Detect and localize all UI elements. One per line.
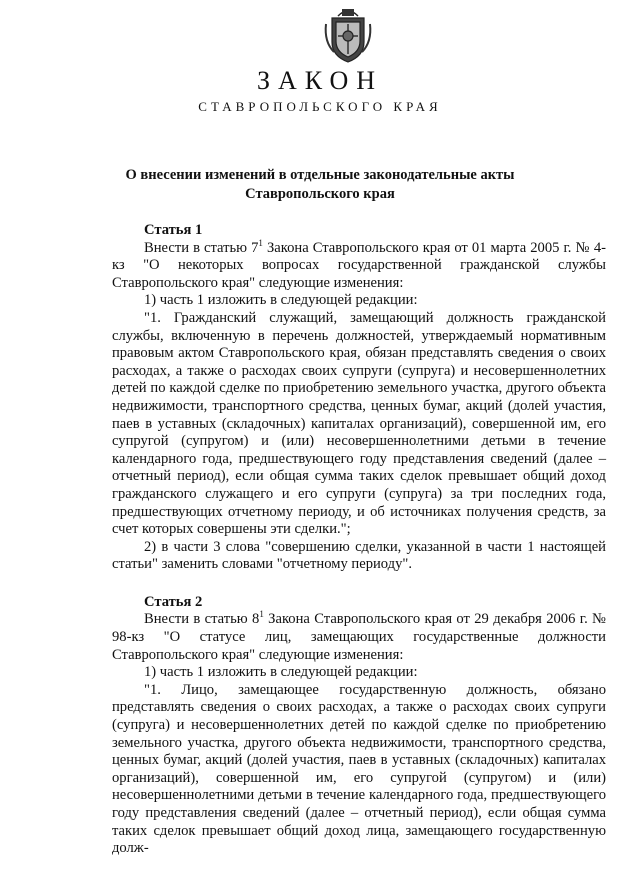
article-2-item-1: 1) часть 1 изложить в следующей редакции: [144,664,418,681]
region-title: СТАВРОПОЛЬСКОГО КРАЯ [198,99,442,114]
article-2-title: Статья 2 [144,593,203,610]
article-1-item-2: 2) в части 3 слова "совершению сделки, указанной в части 1 настоящей статьи" заменить словами "отчетному периоду". [112,538,606,573]
coat-of-arms-emblem [322,4,374,64]
article-1-intro: Внести в статью $7^1$ Закона Ставропольского края от 01 марта 2005 г. № 4-кз "О некоторых вопросах государственной гражданской службы Ставропольского края" следующие изменения: [112,237,606,291]
heading-line-2: Ставропольского края [245,186,395,202]
article-2-quote: "1. Лицо, замещающее государственную должность, обязано представлять сведения о своих расходах, а также о расходах своих супруги (супруга) и несовершеннолетних детей по каждой сделке по приобретению земельного участка, другого объекта недвижимости, транспортного средства, ценных бумаг, акций (долей участия, паев в уставных (складочных) капиталах организаций), совершенной им, его супругой (супругом) и (или) несовершеннолетними детьми в течение календарного года, предшествующего году представления сведений (далее – отчетный период), если общая сумма таких сделок превышает общий доход лица, замещающего государственную долж- [112,681,606,857]
document-heading [0,166,640,204]
document-body [112,222,606,858]
article-2-intro: Внести в статью $8^1$ Закона Ставропольского края от 29 декабря 2006 г. № 98-кз "О статусе лиц, замещающих государственные должности Ставропольского края" следующие изменения: [112,609,606,663]
article-1-quote: "1. Гражданский служащий, замещающий должность гражданской службы, включенную в перечень должностей, утверждаемый нормативным правовым актом Ставропольского края, обязан представлять сведения о своих расходах, а также о расходах своих супруги (супруга) и несовершеннолетних детей по каждой сделке по приобретению земельного участка, другого объекта недвижимости, транспортного средства, ценных бумаг, акций (долей участия, паев в уставных (складочных) капиталах организаций), совершенной им, его супругой (супругом) и (или) несовершеннолетними детьми в течение календарного года, предшествующего году представления сведений (далее – отчетный период), если общая сумма таких сделок превышает общий доход гражданского служащего и его супруги (супруга) за три последних года, предшествующих отчетному периоду, и об источниках получения средств, за счет которых совершены эти сделки."; [112,309,606,538]
article-1-item-1: 1) часть 1 изложить в следующей редакции: [144,292,418,309]
law-title: ЗАКОН [256,66,384,95]
article-1-title: Статья 1 [144,222,203,238]
heading-line-1: О внесении изменений в отдельные законодательные акты [125,167,515,183]
